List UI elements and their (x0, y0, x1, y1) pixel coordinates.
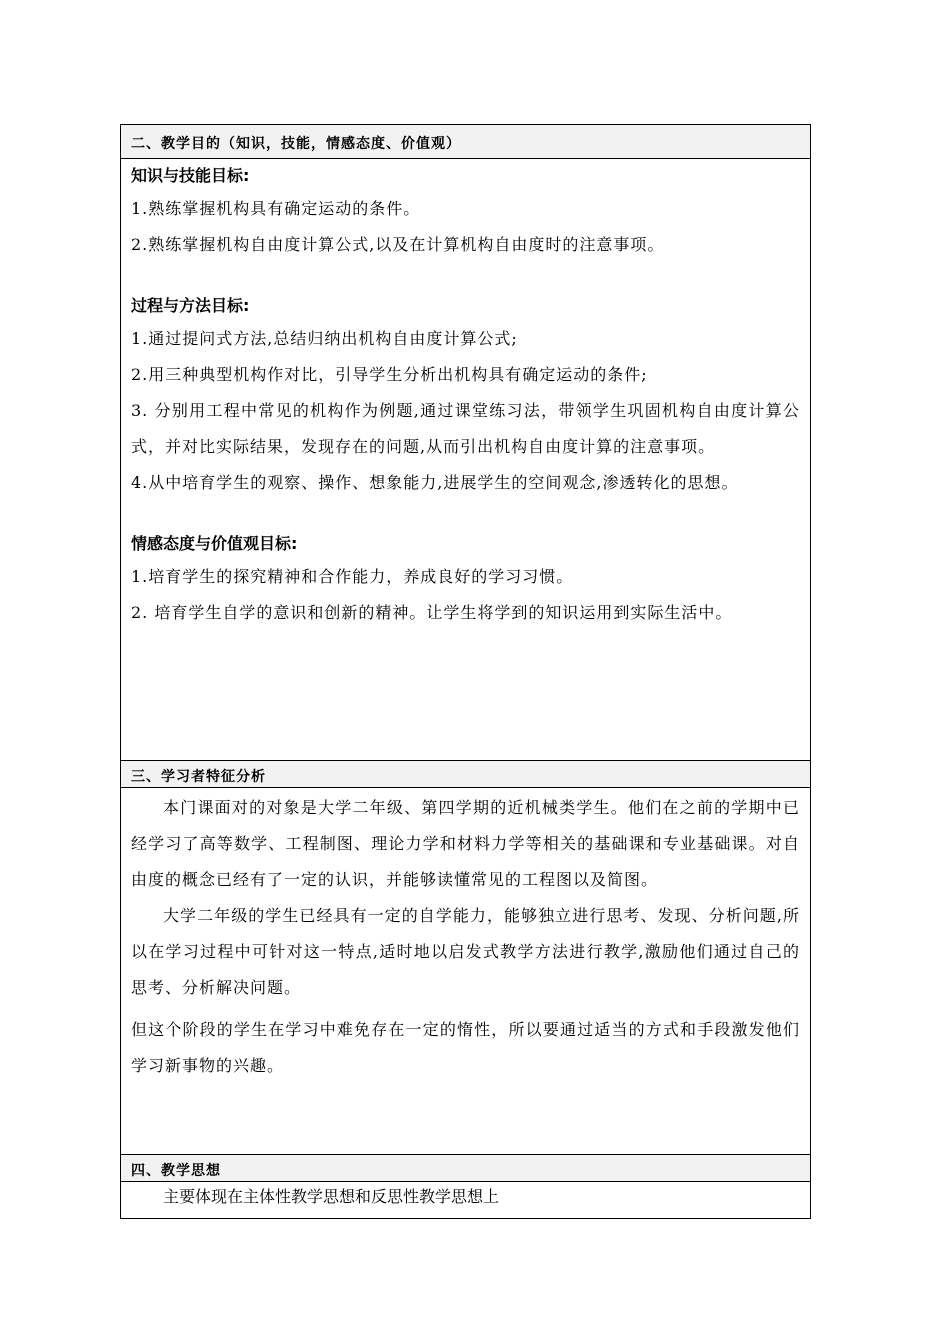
section4-header: 四、教学思想 (121, 1155, 810, 1182)
emotion-item-1: 1.培育学生的探究精神和合作能力，养成良好的学习习惯。 (131, 567, 574, 586)
knowledge-item-2: 2.熟练掌握机构自由度计算公式,以及在计算机构自由度时的注意事项。 (131, 235, 665, 254)
section2-content (121, 159, 810, 761)
section3-content (121, 788, 810, 1155)
process-item-4: 4.从中培育学生的观察、操作、想象能力,进展学生的空间观念,渗透转化的思想。 (131, 473, 739, 492)
emotion-item-2: 2. 培育学生自学的意识和创新的精神。让学生将学到的知识运用到实际生活中。 (131, 603, 733, 622)
learner-paragraph-1: 本门课面对的对象是大学二年级、第四学期的近机械类学生。他们在之前的学期中已经学习了高等数学、工程制图、理论力学和材料力学等相关的基础课和专业基础课。对自由度的概念已经有了一定的认识，并能够读懂常见的工程图以及简图。 (131, 798, 800, 889)
learner-paragraph-3: 但这个阶段的学生在学习中难免存在一定的惰性，所以要通过适当的方式和手段激发他们学习新事物的兴趣。 (131, 1020, 800, 1075)
learner-paragraph-2: 大学二年级的学生已经具有一定的自学能力，能够独立进行思考、发现、分析问题,所以在学习过程中可针对这一特点,适时地以启发式教学方法进行教学,激励他们通过自己的思考、分析解决问题。 (131, 906, 800, 997)
process-item-2: 2.用三种典型机构作对比，引导学生分析出机构具有确定运动的条件; (131, 365, 648, 384)
process-item-1: 1.通过提问式方法,总结归纳出机构自由度计算公式; (131, 329, 518, 348)
knowledge-title: 知识与技能目标: (131, 166, 250, 185)
process-title: 过程与方法目标: (131, 296, 250, 315)
section3-header: 三、学习者特征分析 (121, 761, 810, 788)
lesson-plan-table (120, 124, 811, 1219)
section4-content: 主要体现在主体性教学思想和反思性教学思想上 (163, 1187, 500, 1206)
emotion-title: 情感态度与价值观目标: (131, 534, 298, 553)
process-item-3: 3. 分别用工程中常见的机构作为例题,通过课堂练习法，带领学生巩固机构自由度计算公式，并对比实际结果，发现存在的问题,从而引出机构自由度计算的注意事项。 (131, 401, 800, 456)
section2-header: 二、教学目的（知识，技能，情感态度、价值观） (121, 125, 810, 159)
knowledge-item-1: 1.熟练掌握机构具有确定运动的条件。 (131, 199, 421, 218)
